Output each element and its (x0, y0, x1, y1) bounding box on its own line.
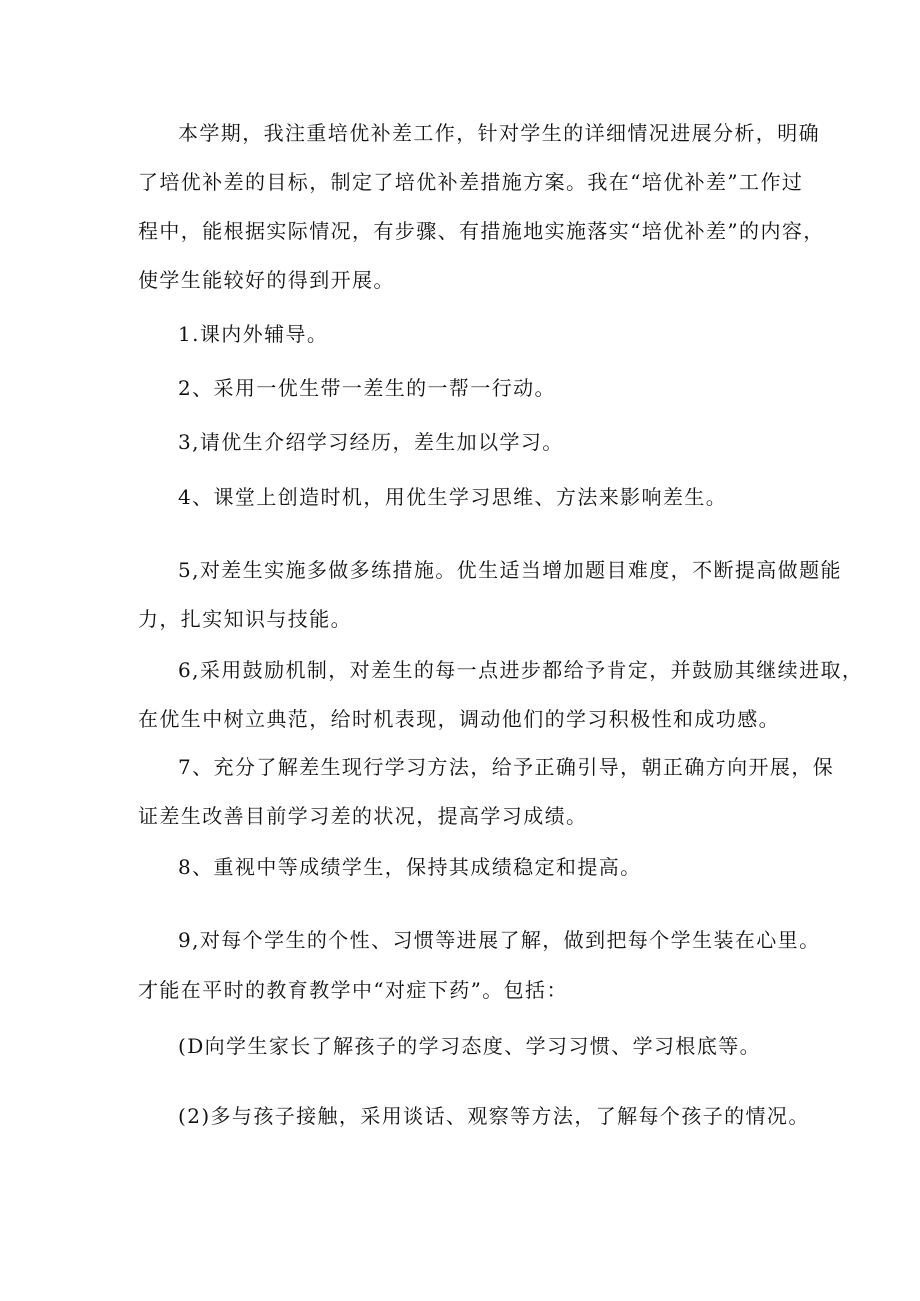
item-6-line-2: 在优生中树立典范，给时机表现，调动他们的学习积极性和成功感。 (138, 707, 780, 731)
item-9-line-1: 9,对每个学生的个性、习惯等进展了解，做到把每个学生装在心里。 (178, 928, 821, 952)
intro-line-4: 使学生能较好的得到开展。 (138, 268, 395, 292)
sub-item-1: (D向学生家长了解孩子的学习态度、学习习惯、学习根底等。 (178, 1034, 762, 1058)
item-2: 2、采用一优生带一差生的一帮一行动。 (178, 376, 556, 400)
item-7-line-2: 证差生改善目前学习差的状况，提高学习成绩。 (138, 804, 588, 828)
item-8: 8、重视中等成绩学生，保持其成绩稳定和提高。 (178, 855, 642, 879)
item-5-line-2: 力，扎实知识与技能。 (138, 607, 352, 631)
item-9-line-2: 才能在平时的教育教学中“对症下药”。包括： (138, 978, 568, 1002)
item-3: 3,请优生介绍学习经历，差生加以学习。 (178, 430, 564, 454)
item-1: 1.课内外辅导。 (178, 322, 329, 346)
intro-line-1: 本学期，我注重培优补差工作，针对学生的详细情况进展分析，明确 (178, 121, 820, 145)
item-5-line-1: 5,对差生实施多做多练措施。优生适当增加题目难度，不断提高做题能 (178, 558, 842, 582)
intro-line-3: 程中，能根据实际情况，有步骤、有措施地实施落实“培优补差”的内容， (138, 219, 825, 243)
sub-item-2: (2)多与孩子接触，采用谈话、观察等方法，了解每个孩子的情况。 (178, 1104, 810, 1128)
item-4: 4、课堂上创造时机，用优生学习思维、方法来影响差生。 (178, 485, 728, 509)
intro-line-2: 了培优补差的目标，制定了培优补差措施方案。我在“培优补差”工作过 (138, 170, 804, 194)
item-7-line-1: 7、充分了解差生现行学习方法，给予正确引导，朝正确方向开展，保 (178, 755, 835, 779)
item-6-line-1: 6,采用鼓励机制，对差生的每一点进步都给予肯定，并鼓励其继续进取， (178, 658, 864, 682)
